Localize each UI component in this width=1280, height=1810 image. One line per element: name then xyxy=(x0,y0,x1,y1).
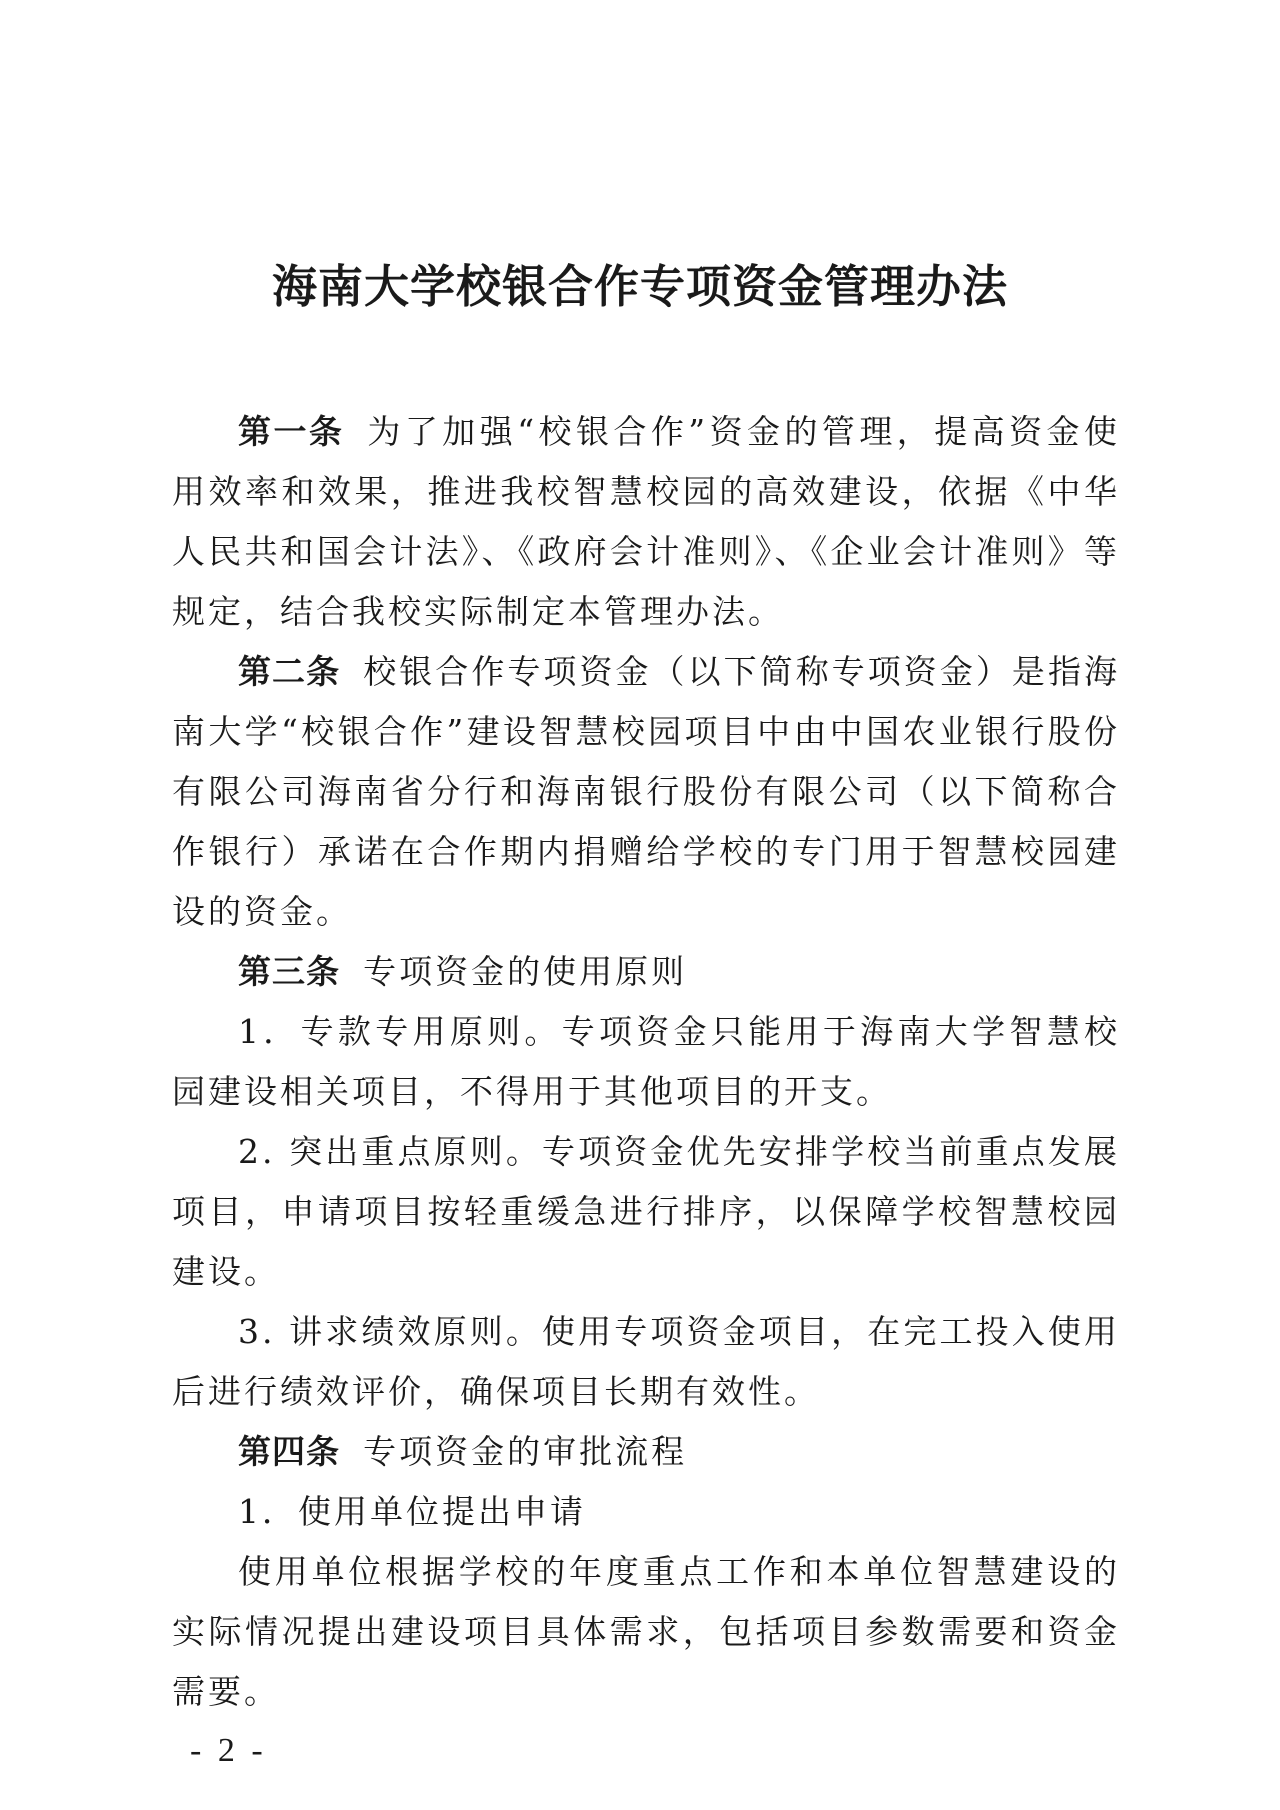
article-2 xyxy=(172,642,1120,942)
document-title: 海南大学校银合作专项资金管理办法 xyxy=(271,260,1008,313)
article-text: 为了加强“校银合作”资金的管理，提高资金使用效率和效果，推进我校智慧校园的高效建设，依据《中华人民共和国会计法》、《政府会计准则》、《企业会计准则》等规定，结合我校实际制定本管理办法。 xyxy=(172,412,1120,631)
article-heading: 第三条 xyxy=(238,952,340,991)
paragraph-text: 1．专款专用原则。专项资金只能用于海南大学智慧校园建设相关项目，不得用于其他项目的开支。 xyxy=(172,1012,1120,1111)
paragraph-text: 1．使用单位提出申请 xyxy=(238,1492,586,1531)
page-number: - 2 - xyxy=(190,1732,267,1769)
article-heading: 第二条 xyxy=(238,652,341,691)
article-1 xyxy=(172,402,1120,642)
article-text: 专项资金的使用原则 xyxy=(363,952,688,991)
document-body xyxy=(172,402,1120,1722)
article-text: 校银合作专项资金（以下简称专项资金）是指海南大学“校银合作”建设智慧校园项目中由中国农业银行股份有限公司海南省分行和海南银行股份有限公司（以下简称合作银行）承诺在合作期内捐赠给学校的专门用于智慧校园建设的资金。 xyxy=(172,652,1121,931)
principle-3 xyxy=(172,1302,1120,1422)
paragraph-text: 3. 讲求绩效原则。使用专项资金项目，在完工投入使用后进行绩效评价，确保项目长期有效性。 xyxy=(172,1312,1120,1411)
article-heading: 第一条 xyxy=(238,412,345,451)
principle-1 xyxy=(172,1002,1120,1122)
article-4 xyxy=(172,1422,1120,1482)
step-1-detail xyxy=(172,1542,1120,1722)
paragraph-text: 2. 突出重点原则。专项资金优先安排学校当前重点发展项目，申请项目按轻重缓急进行排序，以保障学校智慧校园建设。 xyxy=(172,1132,1120,1291)
article-heading: 第四条 xyxy=(238,1432,340,1471)
step-1 xyxy=(172,1482,1120,1542)
article-text: 专项资金的审批流程 xyxy=(363,1432,688,1471)
paragraph-text: 使用单位根据学校的年度重点工作和本单位智慧建设的实际情况提出建设项目具体需求，包括项目参数需要和资金需要。 xyxy=(172,1552,1120,1711)
principle-2 xyxy=(172,1122,1120,1302)
article-3 xyxy=(172,942,1120,1002)
